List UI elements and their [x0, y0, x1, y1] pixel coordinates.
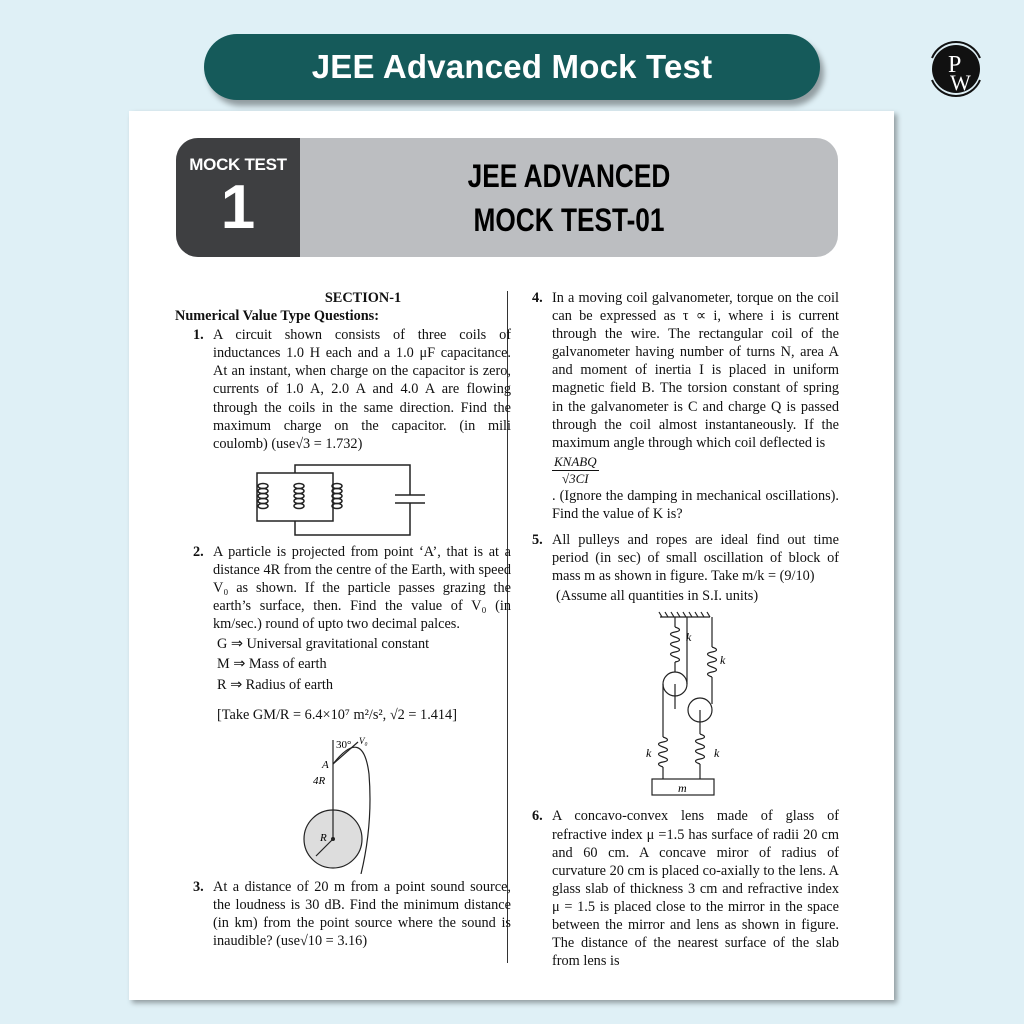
badge-number: 1 [220, 173, 256, 242]
question-hint: (use√3 = 1.732) [271, 435, 363, 452]
question-4 [532, 289, 839, 523]
question-number: 6. [532, 808, 543, 825]
badge-label: MOCK TEST [189, 155, 287, 174]
given-values: [Take GM/R = 6.4×10⁷ m²/s², √2 = 1.414] [217, 706, 457, 723]
question-3 [175, 878, 511, 950]
point-label: A [322, 758, 329, 771]
pulley-spring-figure [642, 609, 752, 799]
section-subtitle: Numerical Value Type Questions: [175, 308, 380, 325]
question-5 [532, 531, 839, 799]
header-title-line1: JEE ADVANCED [467, 157, 671, 194]
svg-text:W: W [950, 70, 971, 95]
question-text: All pulleys and ropes are ideal find out time period (in sec) of small oscillation of block of mass m as shown in figure. Take m/k = (9/10) [552, 532, 839, 585]
mock-test-header [176, 138, 838, 257]
pw-logo-icon [926, 38, 986, 100]
banner-title: JEE Advanced Mock Test [311, 48, 713, 85]
fraction-numerator: KNABQ [554, 453, 597, 469]
spring-label: k [714, 746, 720, 761]
angle-label: 30° [336, 738, 352, 751]
question-number: 4. [532, 290, 543, 306]
header-title-line2: MOCK TEST-01 [473, 201, 665, 238]
earth-projectile-figure [293, 734, 403, 874]
definition-m: M ⇒ Mass of earth [217, 656, 327, 673]
top-banner [204, 34, 820, 100]
question-2 [175, 543, 511, 874]
question-text-after: . (Ignore the damping in mechanical oscillations). Find the value of K is? [552, 487, 839, 522]
left-column [175, 289, 511, 950]
radius-label: R [320, 831, 327, 844]
spring-label: k [686, 630, 692, 645]
mock-test-badge [176, 138, 300, 257]
question-text: At a distance of 20 m from a point sound source, the loudness is 30 dB. Find the minimum distance (in km) from the point source where the sound is inaudible? [213, 878, 511, 949]
question-hint: (use√10 = 3.16) [276, 932, 368, 949]
spring-label: k [646, 746, 652, 761]
question-text: A particle is projected from point ‘A’, that is at a distance 4R from the centre of the Earth, with speed V₀ as shown. If the particle passes grazing the earth’s surface, then. Find the value of V₀ (in km/sec.) round of upto two decimal palces. [213, 543, 511, 633]
section-title: SECTION-1 [324, 290, 402, 306]
definition-g: G ⇒ Universal gravitational constant [217, 636, 430, 653]
question-number: 1. [193, 327, 204, 344]
right-column [532, 289, 839, 970]
fraction [552, 454, 599, 487]
question-note: (Assume all quantities in S.I. units) [556, 588, 759, 605]
circuit-figure [255, 459, 455, 539]
question-text: In a moving coil galvanometer, torque on the coil can be expressed as τ ∝ i, where i is current through the wire. The rectangular coil of the galvanometer having number of turns N, area A and moment of inertia I is placed in uniform magnetic field B. The torsion constant of spring in the galvanometer is C and charge Q is passed through the coil almost instantaneously. If the maximum angle through which coil deflected is [552, 290, 839, 451]
distance-label: 4R [313, 774, 326, 787]
question-6 [532, 807, 839, 970]
fraction-denominator: √3CI [561, 470, 589, 486]
spring-label: k [720, 653, 726, 668]
logo-letter-p: P [948, 52, 962, 78]
question-1 [175, 326, 511, 539]
mass-label: m [678, 781, 687, 796]
question-text: A circuit shown consists of three coils of inductances 1.0 H each and a 1.0 μF capacitance. At an instant, when charge on the capacitor is zero, currents of 1.0 A, 2.0 A and 4.0 A are flowing through the coils in the same direction. Find the maximum charge on the capacitor. (in mili coulomb) [213, 327, 511, 452]
question-text: A concavo-convex lens made of glass of refractive index μ =1.5 has surface of radii 20 cm and 60 cm. A concave miror of radius of curvature 20 cm is placed co-axially to the lens. A glass slab of thickness 3 cm and refractive index μ = 1.5 is placed close to the mirror in the space between the mirror and lens as shown in figure. The distance of the nearest surface of the slab from lens is [552, 808, 839, 970]
definition-r: R ⇒ Radius of earth [217, 676, 334, 693]
question-number: 3. [193, 878, 204, 895]
question-number: 5. [532, 532, 543, 549]
header-title [348, 138, 789, 257]
document-page [129, 111, 894, 1000]
speed-label: V₀ [359, 735, 368, 746]
question-number: 2. [193, 543, 204, 560]
